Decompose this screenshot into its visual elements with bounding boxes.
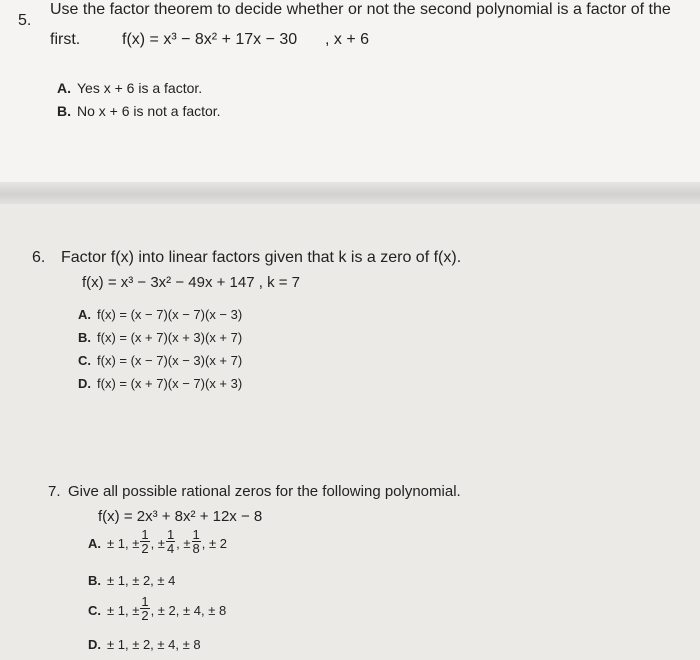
question-5-function: f(x) = x³ − 8x² + 17x − 30 [122, 31, 298, 48]
option-text: , ± 2, ± 4, ± 8 [150, 603, 227, 618]
option-letter: D. [78, 376, 91, 391]
fraction-denominator: 8 [192, 541, 200, 556]
option-letter: A. [88, 536, 101, 551]
option-text: f(x) = (x + 7)(x − 7)(x + 3) [97, 376, 243, 391]
question-5-panel [0, 0, 700, 182]
fraction-denominator: 2 [141, 541, 149, 556]
option-letter: C. [78, 353, 91, 368]
question-7-option-a[interactable] [88, 527, 227, 557]
option-text: , ± [176, 536, 191, 551]
fraction-numerator: 1 [141, 527, 149, 542]
option-text: , ± 2 [201, 536, 227, 551]
option-letter: B. [88, 573, 101, 588]
question-5-text-line1: Use the factor theorem to decide whether or not the second polynomial is a factor of the [50, 1, 671, 18]
question-7-text: Give all possible rational zeros for the following polynomial. [68, 483, 461, 500]
question-6-function: f(x) = x³ − 3x² − 49x + 147 , k = 7 [82, 274, 301, 291]
option-text: ± 1, ± 2, ± 4 [107, 573, 176, 588]
fraction-one-quarter [166, 528, 175, 555]
question-6-option-d[interactable] [78, 376, 242, 391]
fraction-numerator: 1 [141, 594, 149, 609]
option-letter: C. [88, 603, 101, 618]
question-7-function: f(x) = 2x³ + 8x² + 12x − 8 [98, 508, 263, 525]
option-letter: B. [57, 103, 71, 119]
question-6-text: Factor f(x) into linear factors given that k is a zero of f(x). [61, 249, 462, 266]
page-separator [0, 182, 700, 204]
option-letter: D. [88, 637, 101, 652]
questions-6-7-panel [0, 204, 700, 660]
question-5-option-b[interactable] [57, 103, 221, 119]
option-text: f(x) = (x + 7)(x + 3)(x + 7) [97, 330, 243, 345]
option-text: ± 1, ± [107, 536, 140, 551]
question-7-option-d[interactable] [88, 637, 201, 652]
option-letter: B. [78, 330, 91, 345]
option-text: f(x) = (x − 7)(x − 7)(x − 3) [97, 307, 243, 322]
question-6-option-a[interactable] [78, 307, 242, 322]
fraction-denominator: 2 [141, 608, 149, 623]
fraction-one-half [140, 528, 149, 555]
question-5-number: 5. [18, 12, 32, 29]
question-5-divisor: , x + 6 [325, 31, 370, 48]
question-7-option-b[interactable] [88, 573, 175, 588]
option-text: ± 1, ± [107, 603, 140, 618]
option-letter: A. [78, 307, 91, 322]
option-text: Yes x + 6 is a factor. [77, 80, 203, 96]
question-6-number: 6. [32, 249, 46, 266]
question-6-option-b[interactable] [78, 330, 242, 345]
fraction-one-eighth [192, 528, 201, 555]
question-5-option-a[interactable] [57, 80, 202, 96]
fraction-one-half [140, 595, 149, 622]
option-text: No x + 6 is not a factor. [77, 103, 221, 119]
question-7-number: 7. [48, 483, 61, 500]
option-text: ± 1, ± 2, ± 4, ± 8 [107, 637, 201, 652]
fraction-denominator: 4 [166, 541, 175, 556]
option-letter: A. [57, 80, 71, 96]
fraction-numerator: 1 [166, 527, 175, 542]
question-5-text-line2: first. [50, 31, 81, 48]
fraction-numerator: 1 [192, 527, 200, 542]
question-7-option-c[interactable] [88, 594, 227, 624]
option-text: , ± [150, 536, 165, 551]
option-text: f(x) = (x − 7)(x − 3)(x + 7) [97, 353, 243, 368]
question-6-option-c[interactable] [78, 353, 242, 368]
